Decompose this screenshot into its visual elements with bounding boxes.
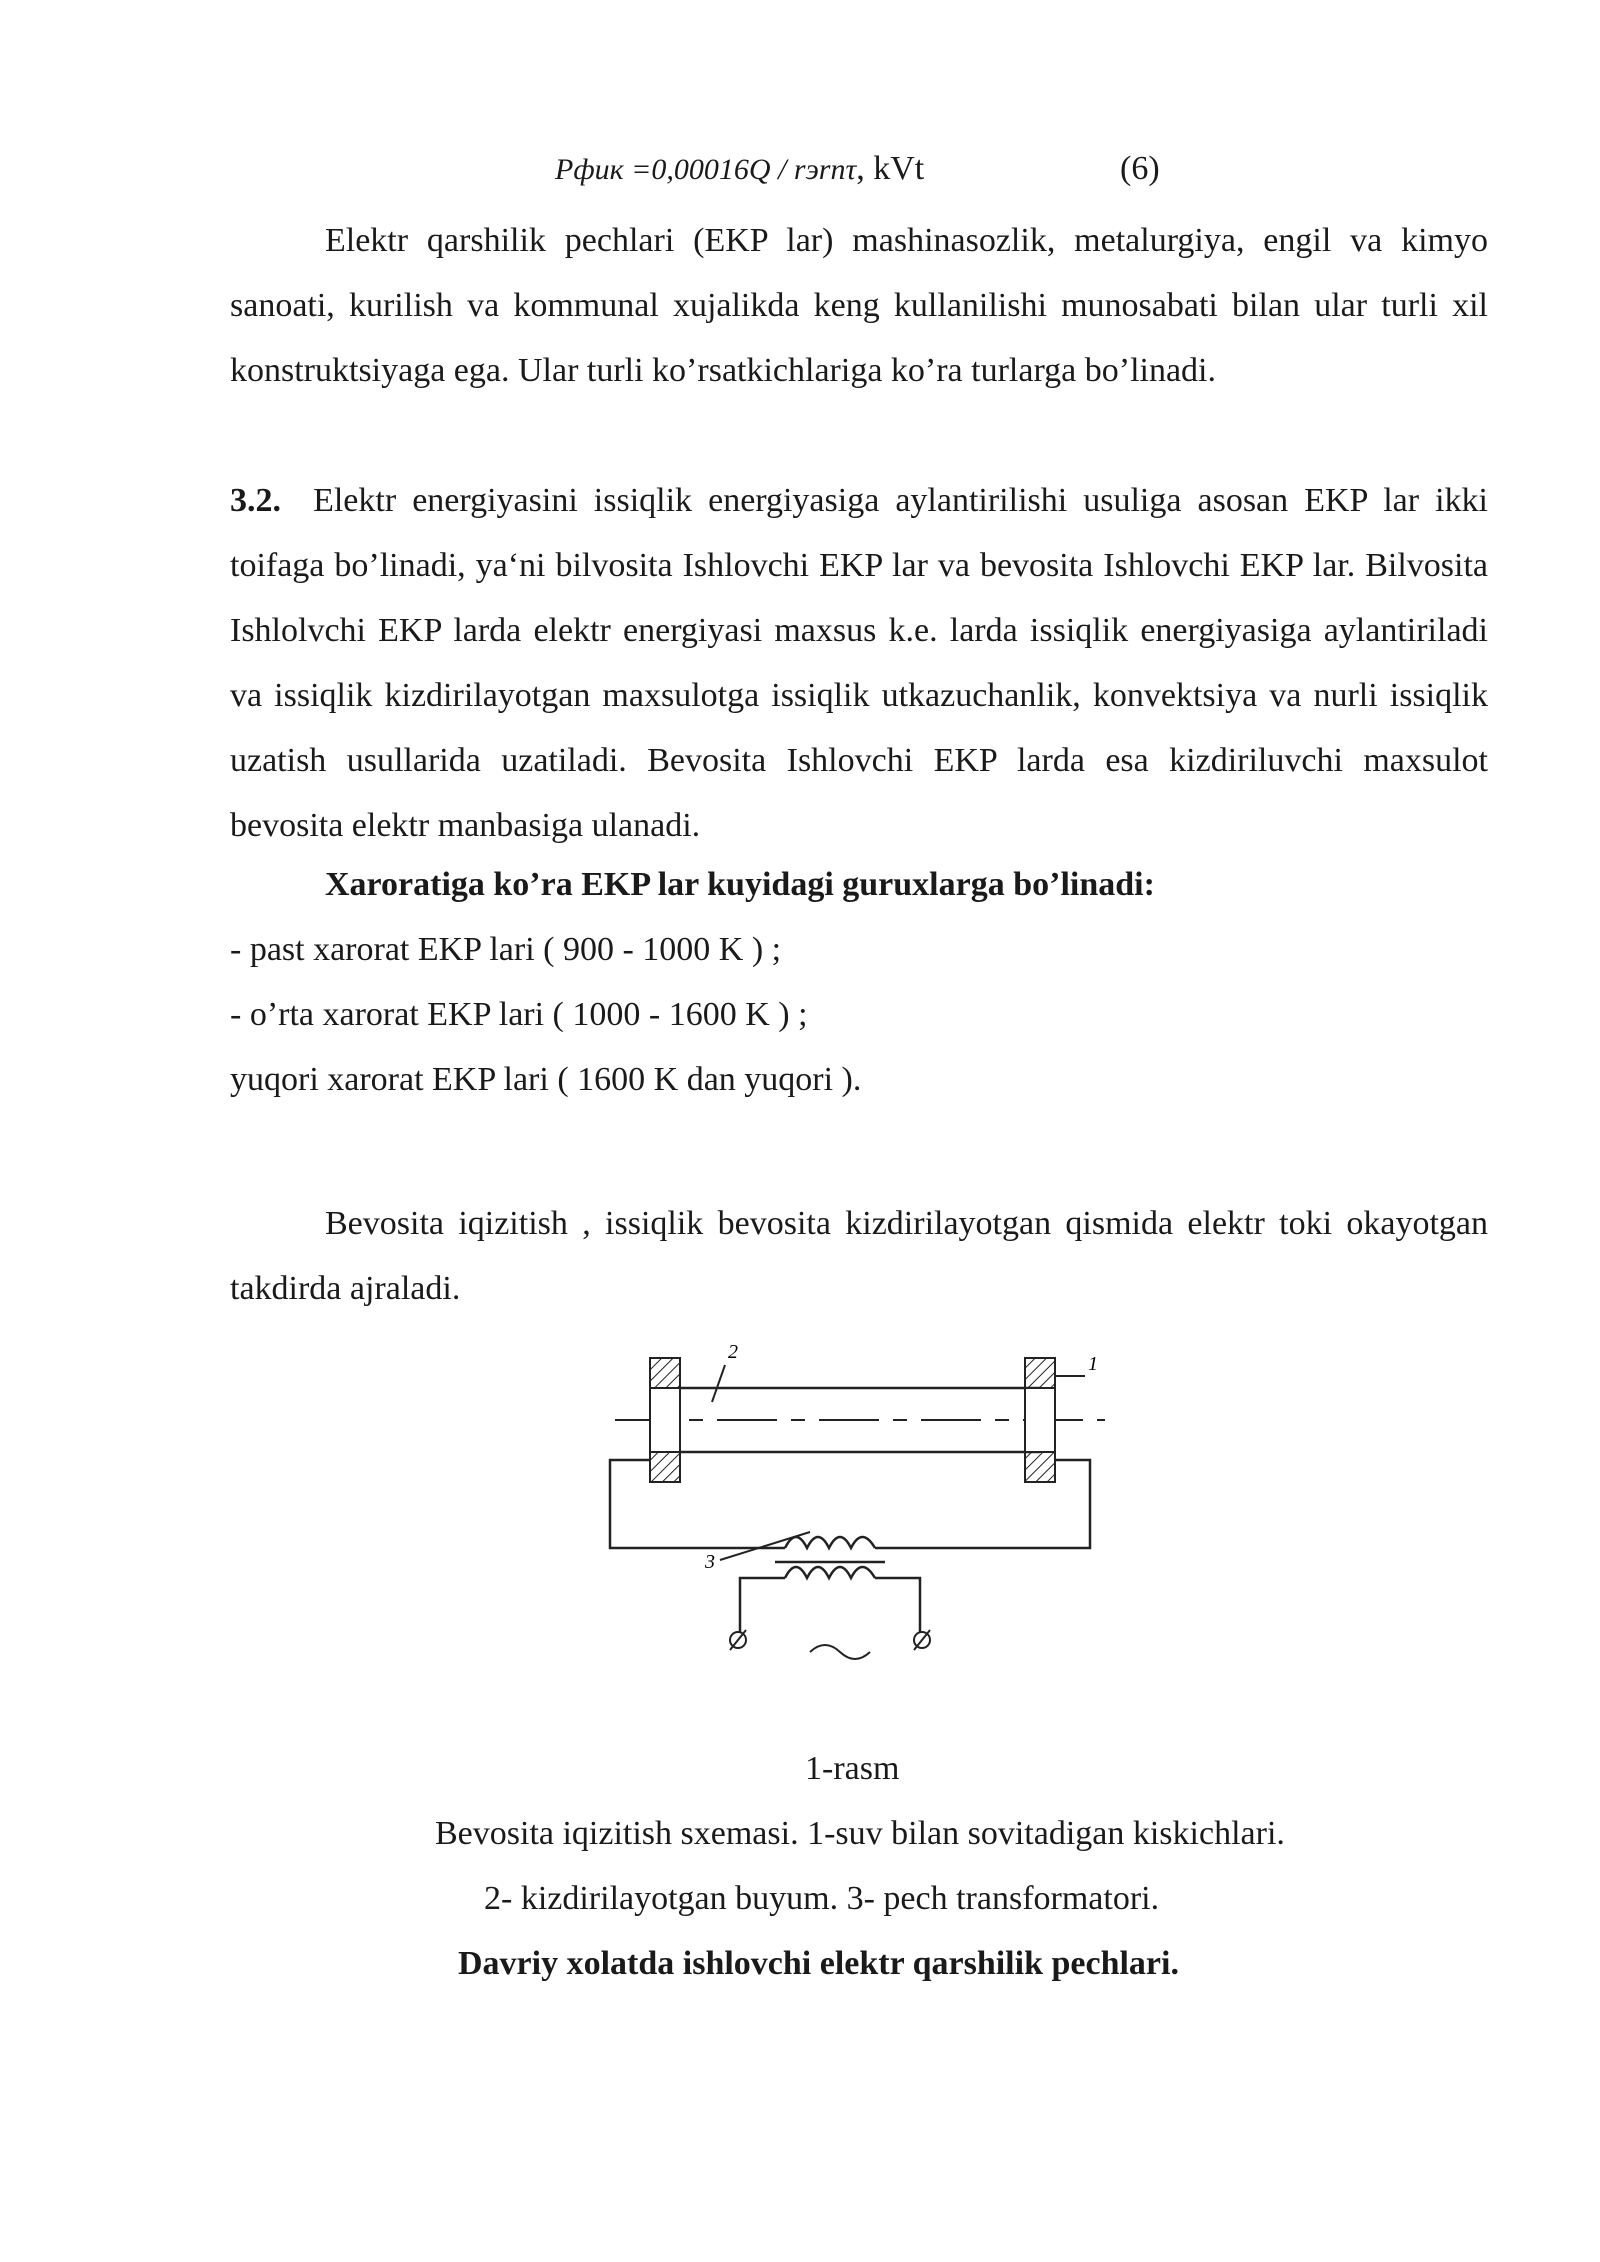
label-2: 2 (728, 1341, 738, 1363)
left-clamp-body (650, 1388, 680, 1452)
direct-heating-diagram (600, 1340, 1120, 1690)
paragraph-direct-heating: Bevosita iqizitish , issiqlik bevosita kizdirilayotgan qismida elektr toki okayotgan takdirda ajraladi. (230, 1205, 1488, 1307)
list-item-high: yuqori xarorat EKP lari ( 1600 K dan yuqori ). (230, 1061, 862, 1098)
formula-expression: Pфик =0,00016Q / rэrпτ (555, 153, 857, 186)
paragraph-3-2 (230, 468, 1488, 858)
left-clamp-top (650, 1358, 680, 1388)
left-clamp-bottom (650, 1452, 680, 1482)
figure-number: 1-rasm (805, 1750, 900, 1787)
temperature-groups-heading: Xaroratiga ko’ra EKP lar kuyidagi guruxlarga bo’linadi: (325, 866, 1155, 903)
equation-number: (6) (1120, 150, 1160, 187)
transformer-secondary-coil (785, 1537, 875, 1548)
label-3-leader (720, 1532, 810, 1560)
label-1: 1 (1088, 1353, 1098, 1375)
figure-caption-line-2: 2- kizdirilayotgan buyum. 3- pech transformatori. (484, 1880, 1160, 1917)
section-heading: Davriy xolatda ishlovchi elektr qarshilik pechlari. (458, 1945, 1179, 1982)
formula-6 (555, 150, 1160, 188)
figure-caption-line-1: Bevosita iqizitish sxemasi. 1-suv bilan sovitadigan kiskichlari. (435, 1815, 1285, 1852)
paragraph-3-2-text: Elektr energiyasini issiqlik energiyasiga aylantirilishi usuliga asosan EKP lar ikki toifaga bo’linadi, ya‘ni bilvosita Ishlovchi EKP lar va bevosita Ishlovchi EKP lar. Bilvosita Ishlolvchi EKP larda elektr energiyasi maxsus k.e. larda issiqlik energiyasiga aylantiriladi va issiqlik kizdirilayotgan maxsulotga issiqlik utkazuchanlik, konvektsiya va nurli issiqlik uzatish usullarida uzatiladi. Bevosita Ishlovchi EKP larda esa kizdiriluvchi maxsulot bevosita elektr manbasiga ulanadi. (230, 482, 1488, 844)
right-clamp-top (1025, 1358, 1055, 1388)
label-3: 3 (705, 1551, 715, 1573)
ac-symbol (810, 1645, 870, 1659)
right-clamp-bottom (1025, 1452, 1055, 1482)
circuit-wire-right (875, 1460, 1090, 1548)
formula-unit: , kVt (856, 150, 925, 187)
paragraph-intro: Elektr qarshilik pechlari (EKP lar) mashinasozlik, metalurgiya, engil va kimyo sanoati, kurilish va kommunal xujalikda keng kullanilishi munosabati bilan ular turli xil konstruktsiyaga ega. Ular turli ko’rsatkichlariga ko’ra turlarga bo’linadi. (230, 222, 1488, 389)
list-item-low: - past xarorat EKP lari ( 900 - 1000 K ) ; (230, 931, 782, 968)
right-clamp-body (1025, 1388, 1055, 1452)
list-item-medium: - o’rta xarorat EKP lari ( 1000 - 1600 K ) ; (230, 996, 808, 1033)
primary-wire-left (740, 1578, 785, 1632)
circuit-wire (610, 1460, 785, 1548)
section-number: 3.2. (230, 482, 281, 519)
primary-wire-right (875, 1578, 920, 1632)
label-2-leader (712, 1365, 725, 1402)
transformer-primary-coil (785, 1567, 875, 1578)
